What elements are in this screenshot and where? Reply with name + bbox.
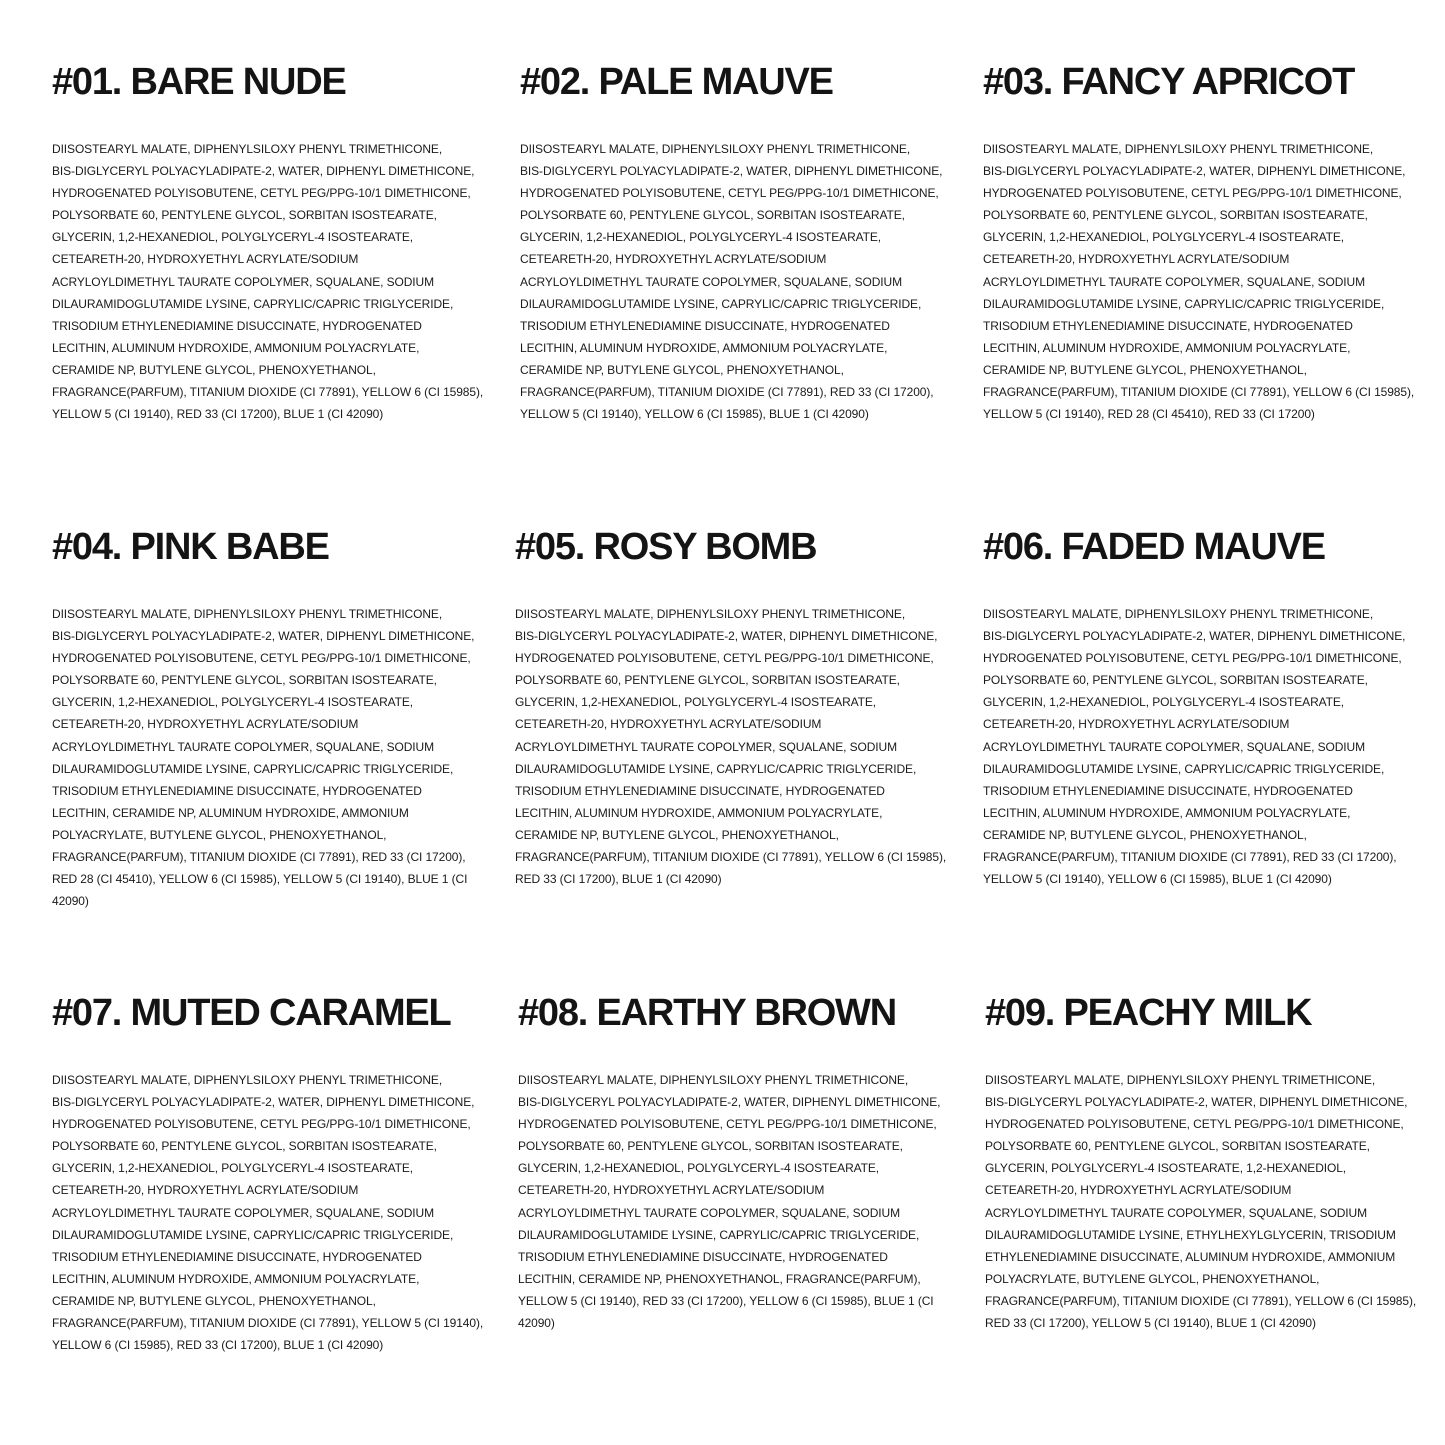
shade-card-08 bbox=[518, 991, 958, 1334]
shade-card-06 bbox=[983, 525, 1423, 890]
ingredient-list: DIISOSTEARYL MALATE, DIPHENYLSILOXY PHENYL TRIMETHICONE, BIS-DIGLYCERYL POLYACYLADIPATE-2, WATER, DIPHENYL DIMETHICONE, HYDROGENATED POLYISOBUTENE, CETYL PEG/PPG-10/1 DIMETHICONE, POLYSORBATE 60, PENTYLENE GLYCOL, SORBITAN ISOSTEARATE, GLYCERIN, POLYGLYCERYL-4 ISOSTEARATE, 1,2-HEXANEDIOL, CETEARETH-20, HYDROXYETHYL ACRYLATE/SODIUM ACRYLOYLDIMETHYL TAURATE COPOLYMER, SQUALANE, SODIUM DILAURAMIDOGLUTAMIDE LYSINE, ETHYLHEXYLGLYCERIN, TRISODIUM ETHYLENEDIAMINE DISUCCINATE, ALUMINUM HYDROXIDE, AMMONIUM POLYACRYLATE, BUTYLENE GLYCOL, PHENOXYETHANOL, FRAGRANCE(PARFUM), TITANIUM DIOXIDE (CI 77891), YELLOW 6 (CI 15985), RED 33 (CI 17200), YELLOW 5 (CI 19140), BLUE 1 (CI 42090) bbox=[985, 1073, 1417, 1331]
ingredient-list: DIISOSTEARYL MALATE, DIPHENYLSILOXY PHENYL TRIMETHICONE, BIS-DIGLYCERYL POLYACYLADIPATE-2, WATER, DIPHENYL DIMETHICONE, HYDROGENATED POLYISOBUTENE, CETYL PEG/PPG-10/1 DIMETHICONE, POLYSORBATE 60, PENTYLENE GLYCOL, SORBITAN ISOSTEARATE, GLYCERIN, 1,2-HEXANEDIOL, POLYGLYCERYL-4 ISOSTEARATE, CETEARETH-20, HYDROXYETHYL ACRYLATE/SODIUM ACRYLOYLDIMETHYL TAURATE COPOLYMER, SQUALANE, SODIUM DILAURAMIDOGLUTAMIDE LYSINE, CAPRYLIC/CAPRIC TRIGLYCERIDE, TRISODIUM ETHYLENEDIAMINE DISUCCINATE, HYDROGENATED LECITHIN, ALUMINUM HYDROXIDE, AMMONIUM POLYACRYLATE, CERAMIDE NP, BUTYLENE GLYCOL, PHENOXYETHANOL, FRAGRANCE(PARFUM), TITANIUM DIOXIDE (CI 77891), RED 33 (CI 17200), YELLOW 5 (CI 19140), YELLOW 6 (CI 15985), BLUE 1 (CI 42090) bbox=[520, 142, 943, 422]
shade-title: #01. BARE NUDE bbox=[52, 61, 346, 103]
ingredient-list: DIISOSTEARYL MALATE, DIPHENYLSILOXY PHENYL TRIMETHICONE, BIS-DIGLYCERYL POLYACYLADIPATE-2, WATER, DIPHENYL DIMETHICONE, HYDROGENATED POLYISOBUTENE, CETYL PEG/PPG-10/1 DIMETHICONE, POLYSORBATE 60, PENTYLENE GLYCOL, SORBITAN ISOSTEARATE, GLYCERIN, 1,2-HEXANEDIOL, POLYGLYCERYL-4 ISOSTEARATE, CETEARETH-20, HYDROXYETHYL ACRYLATE/SODIUM ACRYLOYLDIMETHYL TAURATE COPOLYMER, SQUALANE, SODIUM DILAURAMIDOGLUTAMIDE LYSINE, CAPRYLIC/CAPRIC TRIGLYCERIDE, TRISODIUM ETHYLENEDIAMINE DISUCCINATE, HYDROGENATED LECITHIN, CERAMIDE NP, ALUMINUM HYDROXIDE, AMMONIUM POLYACRYLATE, BUTYLENE GLYCOL, PHENOXYETHANOL, FRAGRANCE(PARFUM), TITANIUM DIOXIDE (CI 77891), RED 33 (CI 17200), RED 28 (CI 45410), YELLOW 6 (CI 15985), YELLOW 5 (CI 19140), BLUE 1 (CI 42090) bbox=[52, 607, 475, 909]
shade-title: #08. EARTHY BROWN bbox=[518, 992, 896, 1034]
shade-title: #02. PALE MAUVE bbox=[520, 61, 833, 103]
ingredient-list: DIISOSTEARYL MALATE, DIPHENYLSILOXY PHENYL TRIMETHICONE, BIS-DIGLYCERYL POLYACYLADIPATE-2, WATER, DIPHENYL DIMETHICONE, HYDROGENATED POLYISOBUTENE, CETYL PEG/PPG-10/1 DIMETHICONE, POLYSORBATE 60, PENTYLENE GLYCOL, SORBITAN ISOSTEARATE, GLYCERIN, 1,2-HEXANEDIOL, POLYGLYCERYL-4 ISOSTEARATE, CETEARETH-20, HYDROXYETHYL ACRYLATE/SODIUM ACRYLOYLDIMETHYL TAURATE COPOLYMER, SQUALANE, SODIUM DILAURAMIDOGLUTAMIDE LYSINE, CAPRYLIC/CAPRIC TRIGLYCERIDE, TRISODIUM ETHYLENEDIAMINE DISUCCINATE, HYDROGENATED LECITHIN, ALUMINUM HYDROXIDE, AMMONIUM POLYACRYLATE, CERAMIDE NP, BUTYLENE GLYCOL, PHENOXYETHANOL, FRAGRANCE(PARFUM), TITANIUM DIOXIDE (CI 77891), YELLOW 6 (CI 15985), RED 33 (CI 17200), BLUE 1 (CI 42090) bbox=[515, 607, 947, 887]
shade-card-09 bbox=[985, 991, 1425, 1334]
shade-title: #09. PEACHY MILK bbox=[985, 992, 1312, 1034]
shade-card-04 bbox=[52, 525, 492, 912]
ingredient-list: DIISOSTEARYL MALATE, DIPHENYLSILOXY PHENYL TRIMETHICONE, BIS-DIGLYCERYL POLYACYLADIPATE-2, WATER, DIPHENYL DIMETHICONE, HYDROGENATED POLYISOBUTENE, CETYL PEG/PPG-10/1 DIMETHICONE, POLYSORBATE 60, PENTYLENE GLYCOL, SORBITAN ISOSTEARATE, GLYCERIN, 1,2-HEXANEDIOL, POLYGLYCERYL-4 ISOSTEARATE, CETEARETH-20, HYDROXYETHYL ACRYLATE/SODIUM ACRYLOYLDIMETHYL TAURATE COPOLYMER, SQUALANE, SODIUM DILAURAMIDOGLUTAMIDE LYSINE, CAPRYLIC/CAPRIC TRIGLYCERIDE, TRISODIUM ETHYLENEDIAMINE DISUCCINATE, HYDROGENATED LECITHIN, CERAMIDE NP, PHENOXYETHANOL, FRAGRANCE(PARFUM), YELLOW 5 (CI 19140), RED 33 (CI 17200), YELLOW 6 (CI 15985), BLUE 1 (CI 42090) bbox=[518, 1073, 941, 1331]
shade-title: #03. FANCY APRICOT bbox=[983, 61, 1355, 103]
shade-title: #05. ROSY BOMB bbox=[515, 526, 817, 568]
shade-card-05 bbox=[515, 525, 955, 890]
shade-card-07 bbox=[52, 991, 492, 1356]
shade-title: #07. MUTED CARAMEL bbox=[52, 992, 451, 1034]
ingredient-list: DIISOSTEARYL MALATE, DIPHENYLSILOXY PHENYL TRIMETHICONE, BIS-DIGLYCERYL POLYACYLADIPATE-2, WATER, DIPHENYL DIMETHICONE, HYDROGENATED POLYISOBUTENE, CETYL PEG/PPG-10/1 DIMETHICONE, POLYSORBATE 60, PENTYLENE GLYCOL, SORBITAN ISOSTEARATE, GLYCERIN, 1,2-HEXANEDIOL, POLYGLYCERYL-4 ISOSTEARATE, CETEARETH-20, HYDROXYETHYL ACRYLATE/SODIUM ACRYLOYLDIMETHYL TAURATE COPOLYMER, SQUALANE, SODIUM DILAURAMIDOGLUTAMIDE LYSINE, CAPRYLIC/CAPRIC TRIGLYCERIDE, TRISODIUM ETHYLENEDIAMINE DISUCCINATE, HYDROGENATED LECITHIN, ALUMINUM HYDROXIDE, AMMONIUM POLYACRYLATE, CERAMIDE NP, BUTYLENE GLYCOL, PHENOXYETHANOL, FRAGRANCE(PARFUM), TITANIUM DIOXIDE (CI 77891), YELLOW 6 (CI 15985), YELLOW 5 (CI 19140), RED 33 (CI 17200), BLUE 1 (CI 42090) bbox=[52, 142, 484, 422]
shade-card-01 bbox=[52, 60, 492, 425]
shade-card-02 bbox=[520, 60, 960, 425]
ingredient-list: DIISOSTEARYL MALATE, DIPHENYLSILOXY PHENYL TRIMETHICONE, BIS-DIGLYCERYL POLYACYLADIPATE-2, WATER, DIPHENYL DIMETHICONE, HYDROGENATED POLYISOBUTENE, CETYL PEG/PPG-10/1 DIMETHICONE, POLYSORBATE 60, PENTYLENE GLYCOL, SORBITAN ISOSTEARATE, GLYCERIN, 1,2-HEXANEDIOL, POLYGLYCERYL-4 ISOSTEARATE, CETEARETH-20, HYDROXYETHYL ACRYLATE/SODIUM ACRYLOYLDIMETHYL TAURATE COPOLYMER, SQUALANE, SODIUM DILAURAMIDOGLUTAMIDE LYSINE, CAPRYLIC/CAPRIC TRIGLYCERIDE, TRISODIUM ETHYLENEDIAMINE DISUCCINATE, HYDROGENATED LECITHIN, ALUMINUM HYDROXIDE, AMMONIUM POLYACRYLATE, CERAMIDE NP, BUTYLENE GLYCOL, PHENOXYETHANOL, FRAGRANCE(PARFUM), TITANIUM DIOXIDE (CI 77891), YELLOW 6 (CI 15985), YELLOW 5 (CI 19140), RED 28 (CI 45410), RED 33 (CI 17200) bbox=[983, 142, 1415, 422]
ingredient-list: DIISOSTEARYL MALATE, DIPHENYLSILOXY PHENYL TRIMETHICONE, BIS-DIGLYCERYL POLYACYLADIPATE-2, WATER, DIPHENYL DIMETHICONE, HYDROGENATED POLYISOBUTENE, CETYL PEG/PPG-10/1 DIMETHICONE, POLYSORBATE 60, PENTYLENE GLYCOL, SORBITAN ISOSTEARATE, GLYCERIN, 1,2-HEXANEDIOL, POLYGLYCERYL-4 ISOSTEARATE, CETEARETH-20, HYDROXYETHYL ACRYLATE/SODIUM ACRYLOYLDIMETHYL TAURATE COPOLYMER, SQUALANE, SODIUM DILAURAMIDOGLUTAMIDE LYSINE, CAPRYLIC/CAPRIC TRIGLYCERIDE, TRISODIUM ETHYLENEDIAMINE DISUCCINATE, HYDROGENATED LECITHIN, ALUMINUM HYDROXIDE, AMMONIUM POLYACRYLATE, CERAMIDE NP, BUTYLENE GLYCOL, PHENOXYETHANOL, FRAGRANCE(PARFUM), TITANIUM DIOXIDE (CI 77891), RED 33 (CI 17200), YELLOW 5 (CI 19140), YELLOW 6 (CI 15985), BLUE 1 (CI 42090) bbox=[983, 607, 1406, 887]
ingredient-list: DIISOSTEARYL MALATE, DIPHENYLSILOXY PHENYL TRIMETHICONE, BIS-DIGLYCERYL POLYACYLADIPATE-2, WATER, DIPHENYL DIMETHICONE, HYDROGENATED POLYISOBUTENE, CETYL PEG/PPG-10/1 DIMETHICONE, POLYSORBATE 60, PENTYLENE GLYCOL, SORBITAN ISOSTEARATE, GLYCERIN, 1,2-HEXANEDIOL, POLYGLYCERYL-4 ISOSTEARATE, CETEARETH-20, HYDROXYETHYL ACRYLATE/SODIUM ACRYLOYLDIMETHYL TAURATE COPOLYMER, SQUALANE, SODIUM DILAURAMIDOGLUTAMIDE LYSINE, CAPRYLIC/CAPRIC TRIGLYCERIDE, TRISODIUM ETHYLENEDIAMINE DISUCCINATE, HYDROGENATED LECITHIN, ALUMINUM HYDROXIDE, AMMONIUM POLYACRYLATE, CERAMIDE NP, BUTYLENE GLYCOL, PHENOXYETHANOL, FRAGRANCE(PARFUM), TITANIUM DIOXIDE (CI 77891), YELLOW 5 (CI 19140), YELLOW 6 (CI 15985), RED 33 (CI 17200), BLUE 1 (CI 42090) bbox=[52, 1073, 484, 1353]
shade-title: #06. FADED MAUVE bbox=[983, 526, 1325, 568]
shade-card-03 bbox=[983, 60, 1423, 425]
shade-title: #04. PINK BABE bbox=[52, 526, 329, 568]
